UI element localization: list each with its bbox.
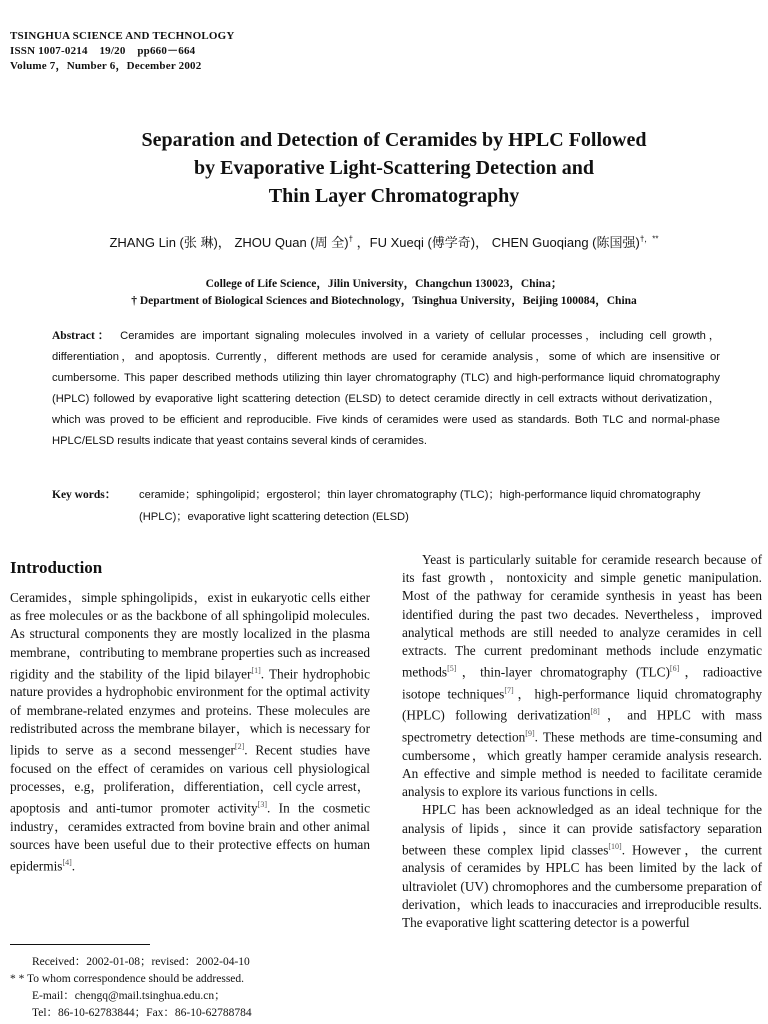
- author-zhou: ZHOU Quan (周 全): [234, 235, 349, 250]
- p2-part-d: ，high-performance liquid chromatography (HPLC) following derivatization: [402, 686, 762, 723]
- title-line-1: Separation and Detection of Ceramides by HPLC Followed: [141, 129, 647, 151]
- p1-part-d: . In the cosmetic industry，ceramides extracted from bovine brain and other animal sources have been useful due to their protective effects on human epidermis: [10, 800, 370, 874]
- footnote-received: Received：2002-01-08；revised：2002-04-10: [32, 956, 250, 968]
- p3-part-b: . However，the current analysis of ceramides by HPLC has been limited by the lack of ultraviolet (UV) chromophores and the cumbersome preparation of derivation，which leads to inaccuracies and irreproducible results. The evaporative light scattering detector is a powerful: [402, 842, 762, 930]
- citation-2: [2]: [234, 742, 245, 752]
- left-column: [10, 589, 370, 876]
- citation-6: [6]: [669, 664, 680, 674]
- journal-name: TSINGHUA SCIENCE AND TECHNOLOGY: [10, 30, 235, 42]
- abstract-text: Ceramides are important signaling molecules involved in a variety of cellular processes，including cell growth，differentiation，and apoptosis. Currently，different methods are used for ceramide analysis，some of which are insensitive or cumbersome. This paper described methods utilizing thin layer chromatography (TLC) and high-performance liquid chromatography (HPLC) followed by evaporative light scattering detection (ELSD) to detect ceramide directly in cell extracts without derivatization，which was proved to be efficient and reproducible. Five kinds of ceramides were used as standards. Both TLC and normal-phase HPLC/ELSD results indicate that yeast contains several kinds of ceramides.: [52, 330, 720, 447]
- citation-4: [4]: [62, 858, 72, 868]
- footnote-correspondence: * * To whom correspondence should be addressed.: [10, 973, 245, 985]
- title-line-2: by Evaporative Light-Scattering Detection and: [194, 157, 594, 179]
- p2-part-a: Yeast is particularly suitable for ceramide research because of its fast growth，nontoxicity and simple genetic manipulation. Most of the pathway for ceramide synthesis in yeast has been identified during the past two decades. Nevertheless，improved analytical methods are still needed to analyze ceramides in cell extracts. The current predominant methods include enzymatic methods: [402, 552, 762, 680]
- title-line-3: Thin Layer Chromatography: [268, 185, 520, 207]
- footnotes: [10, 954, 252, 1022]
- paragraph-3: [402, 801, 762, 932]
- footnote-tel: Tel：86-10-62783844；Fax：86-10-62788784: [32, 1007, 252, 1019]
- citation-5: [5]: [447, 664, 457, 674]
- journal-header: [10, 29, 235, 74]
- citation-1: [1]: [251, 665, 261, 675]
- p2-part-e: ，and HPLC with mass spectrometry detection: [402, 707, 762, 745]
- p1-part-c: . Recent studies have focused on the effect of ceramides on various cell physiological processes，e.g，proliferation，differentiation，cell cycle arrest，apoptosis and anti-tumor promoter activity: [10, 742, 370, 816]
- citation-3: [3]: [257, 800, 267, 810]
- keywords: [52, 485, 720, 528]
- p1-part-a: Ceramides，simple sphingolipids，exist in eukaryotic cells either as free molecules or as the backbone of all sphingolipid molecules. As structural components they are mostly localized in the plasma membrane，contributing to membrane properties such as increased rigidity and the stability of the lipid bilayer: [10, 590, 370, 682]
- p2-part-f: . These methods are time-consuming and cumbersome，which greatly hamper ceramide analysis research. An effective and simple method is needed to facilitate ceramide analysis to explore its various functions in cells.: [402, 729, 762, 800]
- footnote-email: E-mail：chengq@mail.tsinghua.edu.cn；: [32, 990, 226, 1002]
- affiliation-2: † Department of Biological Sciences and Biotechnology，Tsinghua University，Beijing 100084，China: [131, 295, 637, 307]
- section-heading-introduction: Introduction: [10, 558, 103, 577]
- abstract-label: Abstract：: [52, 330, 113, 342]
- journal-volume: Volume 7，Number 6，December 2002: [10, 60, 202, 72]
- p3-part-a: HPLC has been acknowledged as an ideal technique for the analysis of lipids，since it can provide satisfactory separation between these complex lipid classes: [402, 802, 762, 858]
- paper-title: [40, 126, 748, 210]
- author-list: [20, 232, 748, 251]
- author-zhou-mark: †: [348, 234, 354, 244]
- abstract: [52, 326, 720, 451]
- p1-part-b: . Their hydrophobic nature provides a hydrophobic environment for the optimal activity of membrane-related enzymes and proteins. These molecules are redistributed across the membrane bilayer，which is necessary for lipids to serve as a second messenger: [10, 666, 371, 758]
- p2-part-b: ，thin-layer chromatography (TLC): [456, 664, 670, 680]
- author-zhang: ZHANG Lin (张 琳)，: [109, 235, 231, 250]
- journal-issn: ISSN 1007-0214 19/20 pp660－664: [10, 45, 196, 57]
- citation-9: [9]: [525, 729, 535, 739]
- paragraph-1: [10, 589, 370, 876]
- p2-part-c: ，radioactive isotope techniques: [402, 664, 762, 702]
- p1-part-e: .: [71, 858, 76, 874]
- paragraph-2: [402, 551, 762, 801]
- citation-7: [7]: [504, 685, 514, 695]
- right-column: [402, 551, 762, 932]
- author-chen: CHEN Guoqiang (陈国强): [491, 235, 640, 250]
- citation-10: [10]: [608, 841, 622, 851]
- affiliation-1: College of Life Science，Jilin University，Changchun 130023，China；: [205, 278, 563, 290]
- author-fu: ，FU Xueqi (傅学奇)，: [356, 235, 489, 250]
- footnote-divider: [10, 944, 150, 945]
- author-chen-mark: †，**: [639, 234, 659, 244]
- keywords-label: Key words：: [52, 489, 117, 501]
- citation-8: [8]: [590, 707, 600, 717]
- keywords-text: ceramide；sphingolipid；ergosterol；thin layer chromatography (TLC)；high-performance liquid chromatography (HPLC)；evaporative light scattering detection (ELSD): [139, 489, 701, 523]
